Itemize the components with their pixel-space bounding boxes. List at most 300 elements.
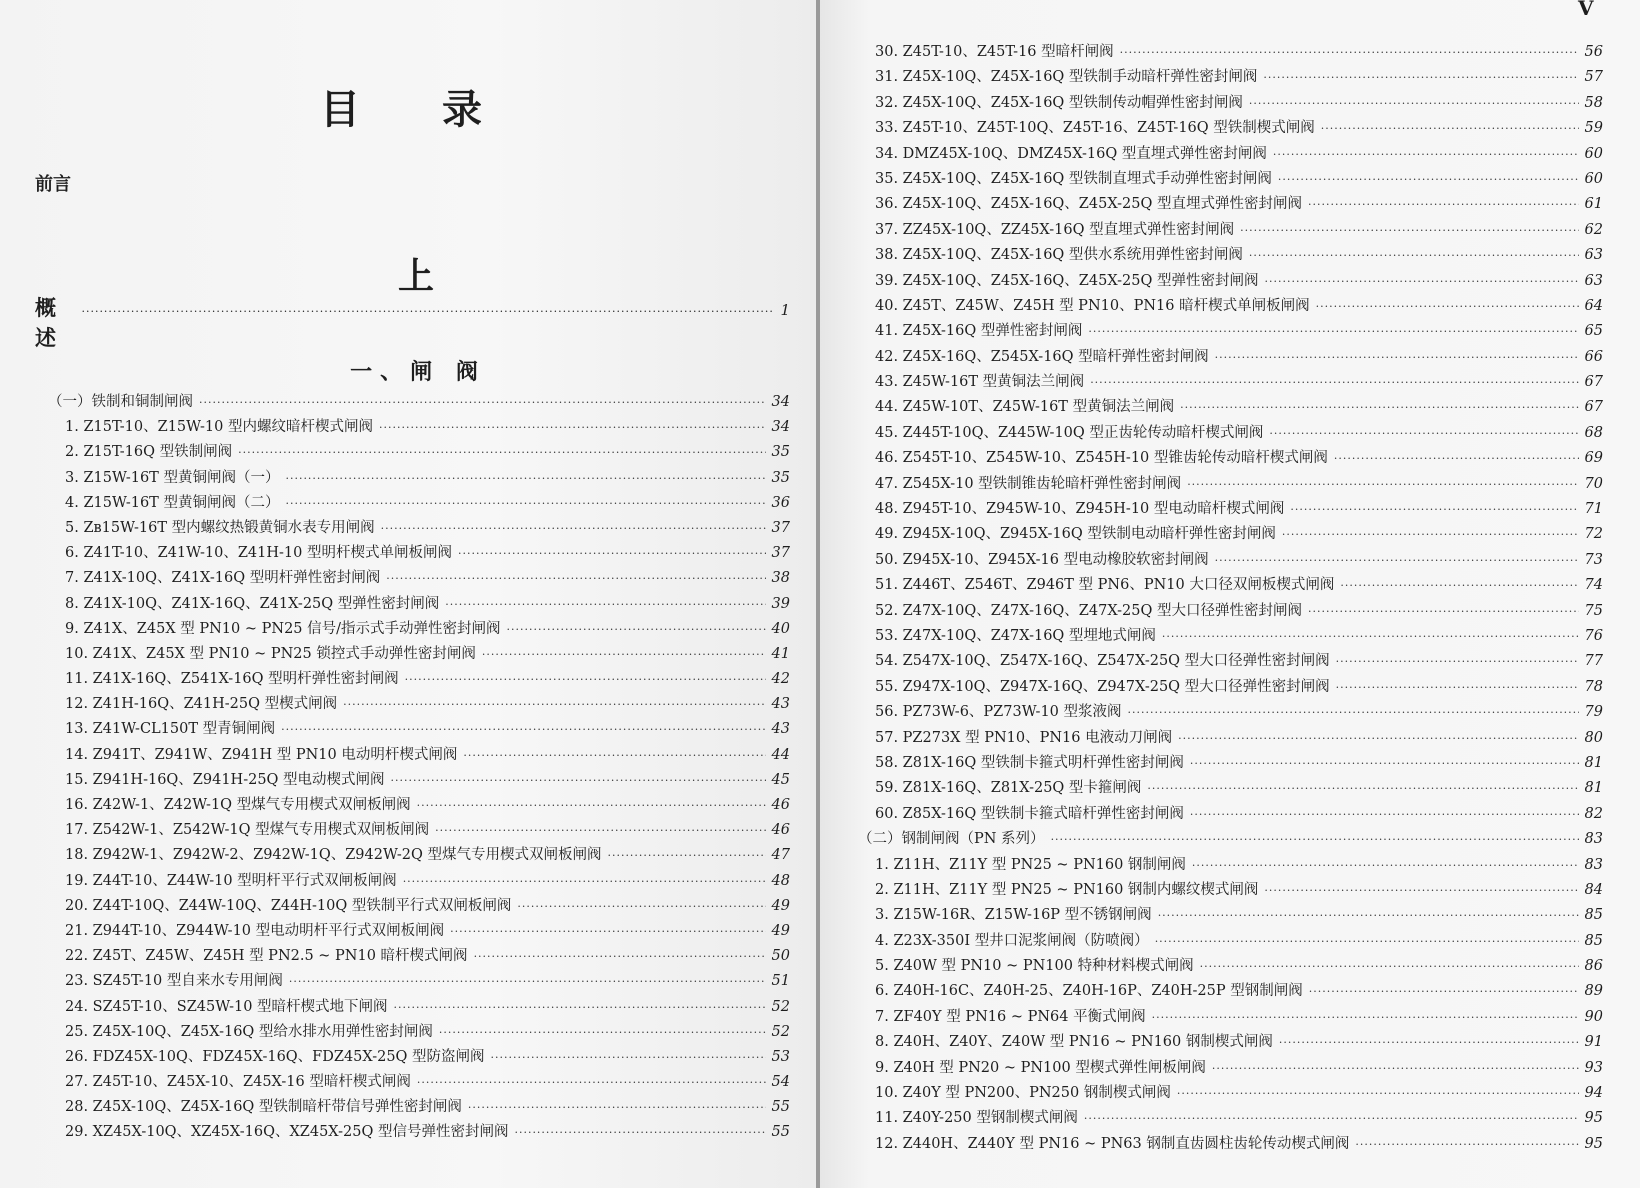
toc-list-left	[48, 390, 790, 1146]
toc-entry	[858, 751, 1603, 776]
entry-page-number: 52	[771, 1023, 790, 1040]
dot-leader	[1155, 935, 1579, 948]
entry-page-number: 51	[771, 973, 790, 990]
entry-title: 3. Z15W-16T 型黄铜闸阀（一）	[65, 469, 280, 486]
dot-leader	[1264, 884, 1578, 897]
toc-entry	[858, 472, 1603, 497]
toc-entry	[48, 717, 790, 742]
toc-entry	[48, 1070, 790, 1095]
entry-title: 40. Z45T、Z45W、Z45H 型 PN10、PN16 暗杆楔式单闸板闸阀	[875, 297, 1310, 314]
entry-title: （一）铁制和铜制闸阀	[48, 394, 193, 410]
toc-entry	[858, 40, 1603, 65]
volume-heading: 上	[398, 256, 435, 297]
entry-title: 8. Z40H、Z40Y、Z40W 型 PN16 ~ PN160 钢制楔式闸阀	[875, 1034, 1273, 1051]
dot-leader	[1282, 528, 1579, 541]
entry-title: 54. Z547X-10Q、Z547X-16Q、Z547X-25Q 型大口径弹性密封闸阀	[875, 653, 1330, 670]
entry-title: 30. Z45T-10、Z45T-16 型暗杆闸阀	[875, 44, 1114, 60]
dot-leader	[81, 305, 774, 318]
toc-entry	[858, 192, 1603, 217]
entry-title: （二）钢制闸阀（PN 系列）	[858, 831, 1045, 848]
dot-leader	[1321, 122, 1579, 135]
toc-entry	[48, 466, 790, 491]
toc-entry	[858, 649, 1603, 674]
entry-page-number: 34	[771, 394, 790, 410]
entry-title: 10. Z41X、Z45X 型 PN10 ~ PN25 锁控式手动弹性密封闸阀	[65, 645, 476, 662]
entry-title: 10. Z40Y 型 PN200、PN250 钢制楔式闸阀	[875, 1085, 1171, 1102]
entry-title: 25. Z45X-10Q、Z45X-16Q 型给水排水用弹性密封闸阀	[65, 1023, 433, 1040]
dot-leader	[1336, 655, 1579, 668]
toc-entry	[858, 421, 1603, 446]
toc-section-entry	[48, 390, 790, 415]
entry-page-number: 43	[771, 696, 790, 713]
toc-entry	[858, 726, 1603, 751]
entry-page-number: 49	[771, 922, 790, 939]
dot-leader	[1178, 732, 1578, 745]
toc-entry	[858, 497, 1603, 522]
entry-page-number: 91	[1584, 1034, 1603, 1051]
toc-entry	[858, 91, 1603, 116]
entry-page-number: 44	[771, 746, 790, 763]
entry-page-number: 35	[771, 444, 790, 461]
dot-leader	[417, 799, 766, 812]
dot-leader	[1355, 1138, 1578, 1151]
toc-entry	[48, 793, 790, 818]
entry-page-number: 37	[771, 519, 790, 536]
toc-entry	[858, 243, 1603, 268]
entry-page-number: 84	[1584, 881, 1603, 898]
toc-entry	[48, 1045, 790, 1070]
dot-leader	[517, 900, 765, 913]
dot-leader	[1090, 376, 1578, 389]
toc-entry	[858, 954, 1603, 979]
toc-entry	[48, 969, 790, 994]
entry-page-number: 77	[1584, 653, 1603, 670]
dot-leader	[445, 598, 765, 611]
entry-title: 49. Z945X-10Q、Z945X-16Q 型铁制电动暗杆弹性密封闸阀	[875, 526, 1276, 543]
entry-page-number: 80	[1584, 729, 1603, 746]
entry-page-number: 55	[771, 1124, 790, 1141]
entry-title: 53. Z47X-10Q、Z47X-16Q 型埋地式闸阀	[875, 627, 1156, 644]
toc-entry	[858, 1030, 1603, 1055]
entry-title: 15. Z941H-16Q、Z941H-25Q 型电动楔式闸阀	[65, 771, 385, 788]
toc-entry	[48, 818, 790, 843]
dot-leader	[458, 547, 766, 560]
dot-leader	[386, 572, 765, 585]
entry-page-number: 60	[1584, 145, 1603, 162]
entry-page-number: 39	[771, 595, 790, 612]
entry-page-number: 55	[771, 1099, 790, 1116]
entry-page-number: 65	[1584, 323, 1603, 340]
toc-entry	[858, 1005, 1603, 1030]
toc-entry	[858, 395, 1603, 420]
dot-leader	[1212, 1062, 1579, 1075]
toc-entry	[858, 776, 1603, 801]
dot-leader	[1215, 554, 1579, 567]
toc-entry	[48, 1095, 790, 1120]
toc-entry	[48, 843, 790, 868]
dot-leader	[1180, 401, 1578, 414]
entry-title: 12. Z41H-16Q、Z41H-25Q 型楔式闸阀	[65, 696, 338, 713]
entry-title: 44. Z45W-10T、Z45W-16T 型黄铜法兰闸阀	[875, 399, 1175, 416]
entry-page-number: 57	[1584, 69, 1603, 86]
entry-page-number: 78	[1584, 678, 1603, 695]
entry-page-number: 62	[1584, 221, 1603, 238]
entry-page-number: 38	[771, 570, 790, 587]
entry-page-number: 95	[1584, 1110, 1603, 1127]
dot-leader	[491, 1051, 766, 1064]
entry-title: 16. Z42W-1、Z42W-1Q 型煤气专用楔式双闸板闸阀	[65, 797, 411, 813]
toc-entry	[48, 1120, 790, 1145]
entry-page-number: 89	[1584, 983, 1603, 1000]
entry-title: 26. FDZ45X-10Q、FDZ45X-16Q、FDZ45X-25Q 型防盗闸阀	[65, 1048, 485, 1065]
entry-page-number: 63	[1584, 272, 1603, 289]
toc-preface-entry: 前言	[35, 174, 71, 195]
dot-leader	[1120, 46, 1579, 59]
entry-title: 4. Z15W-16T 型黄铜闸阀（二）	[65, 494, 280, 511]
dot-leader	[607, 849, 765, 862]
entry-title: 55. Z947X-10Q、Z947X-16Q、Z947X-25Q 型大口径弹性密封闸阀	[875, 678, 1330, 695]
dot-leader	[343, 698, 765, 711]
entry-page-number: 37	[771, 545, 790, 562]
toc-entry	[48, 667, 790, 692]
entry-page-number: 53	[771, 1048, 790, 1065]
dot-leader	[1190, 757, 1579, 770]
entry-page-number: 82	[1584, 805, 1603, 822]
entry-title: 11. Z41X-16Q、Z541X-16Q 型明杆弹性密封闸阀	[65, 671, 399, 688]
toc-entry	[858, 294, 1603, 319]
toc-overview-entry	[35, 292, 790, 352]
toc-entry	[48, 919, 790, 944]
dot-leader	[450, 925, 765, 938]
entry-page-number: 83	[1584, 856, 1603, 873]
toc-entry	[48, 566, 790, 591]
dot-leader	[281, 723, 765, 736]
entry-page-number: 73	[1584, 551, 1603, 568]
dot-leader	[379, 421, 766, 434]
entry-page-number: 58	[1584, 94, 1603, 111]
dot-leader	[1263, 71, 1578, 84]
dot-leader	[1249, 249, 1579, 262]
toc-entry	[48, 440, 790, 465]
entry-title: 1. Z11H、Z11Y 型 PN25 ~ PN160 钢制闸阀	[875, 856, 1186, 873]
entry-title: 13. Z41W-CL150T 型青铜闸阀	[65, 721, 276, 738]
entry-page-number: 49	[771, 897, 790, 914]
toc-entry	[858, 979, 1603, 1004]
entry-title: 5. Z40W 型 PN10 ~ PN100 特种材料楔式闸阀	[875, 958, 1194, 975]
toc-entry	[48, 516, 790, 541]
entry-title: 31. Z45X-10Q、Z45X-16Q 型铁制手动暗杆弹性密封闸阀	[875, 69, 1258, 86]
toc-entry	[48, 944, 790, 969]
entry-page-number: 67	[1584, 374, 1603, 391]
dot-leader	[1290, 503, 1578, 516]
entry-page-number: 50	[771, 948, 790, 965]
dot-leader	[1340, 579, 1578, 592]
entry-page-number: 76	[1584, 627, 1603, 644]
dot-leader	[1177, 1087, 1579, 1100]
entry-title: 29. XZ45X-10Q、XZ45X-16Q、XZ45X-25Q 型信号弹性密封闸阀	[65, 1124, 509, 1141]
toc-entry	[48, 415, 790, 440]
dot-leader	[1187, 478, 1578, 491]
entry-title: 45. Z445T-10Q、Z445W-10Q 型正齿轮传动暗杆楔式闸阀	[875, 424, 1264, 441]
dot-leader	[1316, 300, 1579, 313]
entry-title: 37. ZZ45X-10Q、ZZ45X-16Q 型直埋式弹性密封闸阀	[875, 221, 1235, 238]
entry-title: 58. Z81X-16Q 型铁制卡箍式明杆弹性密封闸阀	[875, 754, 1184, 771]
entry-title: 1. Z15T-10、Z15W-10 型内螺纹暗杆楔式闸阀	[65, 419, 373, 436]
dot-leader	[289, 975, 766, 988]
toc-entry	[858, 624, 1603, 649]
entry-title: 2. Z15T-16Q 型铁制闸阀	[65, 444, 233, 461]
toc-entry	[48, 1020, 790, 1045]
dot-leader	[1308, 605, 1579, 618]
toc-entry	[858, 269, 1603, 294]
entry-title: 60. Z85X-16Q 型铁制卡箍式暗杆弹性密封闸阀	[875, 805, 1184, 822]
entry-title: 41. Z45X-16Q 型弹性密封闸阀	[875, 323, 1083, 340]
entry-page-number: 83	[1584, 831, 1603, 848]
overview-page-number: 1	[780, 301, 790, 319]
dot-leader	[1162, 630, 1579, 643]
dot-leader	[381, 522, 766, 535]
entry-page-number: 63	[1584, 247, 1603, 264]
dot-leader	[1265, 275, 1579, 288]
toc-entry	[48, 692, 790, 717]
dot-leader	[1192, 859, 1579, 872]
entry-title: 17. Z542W-1、Z542W-1Q 型煤气专用楔式双闸板闸阀	[65, 822, 430, 839]
entry-page-number: 75	[1584, 602, 1603, 619]
entry-page-number: 79	[1584, 704, 1603, 721]
entry-title: 36. Z45X-10Q、Z45X-16Q、Z45X-25Q 型直埋式弹性密封闸阀	[875, 196, 1302, 213]
toc-entry	[858, 370, 1603, 395]
page-folio: V	[1578, 0, 1594, 20]
toc-entry	[858, 345, 1603, 370]
entry-title: 33. Z45T-10、Z45T-10Q、Z45T-16、Z45T-16Q 型铁制楔式闸阀	[875, 120, 1315, 137]
entry-page-number: 94	[1584, 1085, 1603, 1102]
entry-page-number: 52	[771, 998, 790, 1015]
toc-entry	[858, 573, 1603, 598]
entry-page-number: 45	[771, 771, 790, 788]
entry-page-number: 85	[1584, 907, 1603, 924]
entry-page-number: 81	[1584, 754, 1603, 771]
dot-leader	[474, 950, 766, 963]
dot-leader	[1084, 1112, 1579, 1125]
entry-page-number: 59	[1584, 120, 1603, 137]
entry-title: 7. Z41X-10Q、Z41X-16Q 型明杆弹性密封闸阀	[65, 570, 381, 587]
entry-title: 5. Zʙ15W-16T 型内螺纹热锻黄铜水表专用闸阀	[65, 519, 375, 536]
dot-leader	[199, 396, 766, 409]
entry-title: 6. Z41T-10、Z41W-10、Z41H-10 型明杆楔式单闸板闸阀	[65, 545, 452, 562]
entry-title: 48. Z945T-10、Z945W-10、Z945H-10 型电动暗杆楔式闸阀	[875, 501, 1285, 518]
entry-page-number: 72	[1584, 526, 1603, 543]
entry-page-number: 90	[1584, 1008, 1603, 1025]
entry-title: 39. Z45X-10Q、Z45X-16Q、Z45X-25Q 型弹性密封闸阀	[875, 272, 1259, 289]
entry-title: 19. Z44T-10、Z44W-10 型明杆平行式双闸板闸阀	[65, 872, 397, 889]
dot-leader	[1269, 427, 1578, 440]
toc-entry	[858, 522, 1603, 547]
dot-leader	[1051, 833, 1579, 846]
entry-page-number: 93	[1584, 1059, 1603, 1076]
toc-entry	[858, 167, 1603, 192]
entry-page-number: 67	[1584, 399, 1603, 416]
dot-leader	[391, 774, 766, 787]
entry-title: 47. Z545X-10 型铁制锥齿轮暗杆弹性密封闸阀	[875, 475, 1182, 492]
dot-leader	[1279, 1036, 1579, 1049]
dot-leader	[482, 648, 766, 661]
dot-leader	[1088, 325, 1578, 338]
toc-entry	[48, 869, 790, 894]
entry-title: 38. Z45X-10Q、Z45X-16Q 型供水系统用弹性密封闸阀	[875, 247, 1243, 264]
dot-leader	[468, 1101, 766, 1114]
entry-page-number: 36	[771, 494, 790, 511]
toc-section-entry	[858, 827, 1603, 852]
entry-title: 6. Z40H-16C、Z40H-25、Z40H-16P、Z40H-25P 型钢制闸阀	[875, 983, 1303, 1000]
entry-title: 46. Z545T-10、Z545W-10、Z545H-10 型锥齿轮传动暗杆楔式闸阀	[875, 450, 1328, 467]
toc-entry	[48, 541, 790, 566]
dot-leader	[507, 623, 766, 636]
toc-entry	[48, 768, 790, 793]
entry-title: 52. Z47X-10Q、Z47X-16Q、Z47X-25Q 型大口径弹性密封闸阀	[875, 602, 1302, 619]
entry-page-number: 48	[771, 872, 790, 889]
entry-title: 22. Z45T、Z45W、Z45H 型 PN2.5 ~ PN10 暗杆楔式闸阀	[65, 948, 468, 965]
toc-entry	[48, 743, 790, 768]
toc-entry	[858, 65, 1603, 90]
entry-title: 18. Z942W-1、Z942W-2、Z942W-1Q、Z942W-2Q 型煤气专用楔式双闸板闸阀	[65, 847, 602, 864]
entry-page-number: 35	[771, 469, 790, 486]
entry-page-number: 64	[1584, 297, 1603, 314]
entry-page-number: 42	[771, 671, 790, 688]
entry-title: 2. Z11H、Z11Y 型 PN25 ~ PN160 钢制内螺纹楔式闸阀	[875, 881, 1259, 898]
toc-entry	[858, 802, 1603, 827]
toc-entry	[858, 700, 1603, 725]
dot-leader	[285, 497, 765, 510]
toc-entry	[858, 878, 1603, 903]
toc-entry	[858, 1081, 1603, 1106]
entry-title: 9. Z40H 型 PN20 ~ PN100 型楔式弹性闸板闸阀	[875, 1059, 1206, 1076]
entry-page-number: 85	[1584, 932, 1603, 949]
toc-entry	[858, 929, 1603, 954]
entry-title: 51. Z446T、Z546T、Z946T 型 PN6、PN10 大口径双闸板楔式闸阀	[875, 577, 1335, 594]
dot-leader	[1249, 97, 1579, 110]
toc-entry	[858, 319, 1603, 344]
toc-entry	[858, 1056, 1603, 1081]
chapter-heading: 一、闸 阀	[350, 360, 486, 385]
toc-entry	[858, 1106, 1603, 1131]
entry-title: 14. Z941T、Z941W、Z941H 型 PN10 电动明杆楔式闸阀	[65, 746, 458, 763]
dot-leader	[417, 1076, 766, 1089]
toc-entry	[858, 599, 1603, 624]
entry-title: 32. Z45X-10Q、Z45X-16Q 型铁制传动帽弹性密封闸阀	[875, 94, 1243, 111]
dot-leader	[1152, 1011, 1579, 1024]
toc-title: 目 录	[320, 87, 516, 133]
entry-page-number: 60	[1584, 170, 1603, 187]
toc-entry	[858, 446, 1603, 471]
dot-leader	[403, 875, 766, 888]
entry-page-number: 68	[1584, 424, 1603, 441]
entry-page-number: 46	[771, 797, 790, 813]
entry-title: 8. Z41X-10Q、Z41X-16Q、Z41X-25Q 型弹性密封闸阀	[65, 595, 440, 612]
entry-title: 20. Z44T-10Q、Z44W-10Q、Z44H-10Q 型铁制平行式双闸板闸阀	[65, 897, 512, 914]
entry-title: 21. Z944T-10、Z944W-10 型电动明杆平行式双闸板闸阀	[65, 922, 445, 939]
entry-page-number: 47	[771, 847, 790, 864]
entry-page-number: 70	[1584, 475, 1603, 492]
entry-title: 43. Z45W-16T 型黄铜法兰闸阀	[875, 374, 1085, 391]
entry-page-number: 41	[771, 645, 790, 662]
entry-page-number: 74	[1584, 577, 1603, 594]
dot-leader	[1240, 224, 1578, 237]
entry-title: 27. Z45T-10、Z45X-10、Z45X-16 型暗杆楔式闸阀	[65, 1074, 411, 1091]
entry-title: 50. Z945X-10、Z945X-16 型电动橡胶软密封闸阀	[875, 551, 1209, 568]
entry-page-number: 34	[771, 419, 790, 436]
entry-title: 56. PZ73W-6、PZ73W-10 型浆液阀	[875, 704, 1122, 721]
entry-page-number: 56	[1584, 44, 1603, 60]
toc-entry	[858, 1132, 1603, 1157]
entry-page-number: 95	[1584, 1135, 1603, 1152]
entry-title: 24. SZ45T-10、SZ45W-10 型暗杆楔式地下闸阀	[65, 998, 388, 1015]
dot-leader	[405, 673, 766, 686]
entry-page-number: 43	[771, 721, 790, 738]
dot-leader	[1215, 351, 1579, 364]
dot-leader	[285, 472, 765, 485]
toc-entry	[858, 548, 1603, 573]
entry-page-number: 40	[771, 620, 790, 637]
dot-leader	[1278, 173, 1579, 186]
toc-entry	[48, 617, 790, 642]
dot-leader	[1336, 681, 1579, 694]
entry-page-number: 46	[771, 822, 790, 839]
toc-entry	[858, 142, 1603, 167]
dot-leader	[1200, 960, 1579, 973]
toc-entry	[858, 675, 1603, 700]
entry-title: 3. Z15W-16R、Z15W-16P 型不锈钢闸阀	[875, 907, 1152, 924]
dot-leader	[1158, 909, 1579, 922]
toc-list-right	[858, 40, 1603, 1157]
toc-entry	[858, 903, 1603, 928]
entry-title: 23. SZ45T-10 型自来水专用闸阀	[65, 973, 283, 990]
entry-title: 35. Z45X-10Q、Z45X-16Q 型铁制直埋式手动弹性密封闸阀	[875, 170, 1272, 187]
right-page	[820, 0, 1640, 1188]
dot-leader	[1147, 782, 1578, 795]
toc-entry	[48, 995, 790, 1020]
entry-title: 4. Z23X-350I 型井口泥浆闸阀（防喷阀）	[875, 932, 1149, 949]
dot-leader	[238, 446, 765, 459]
dot-leader	[435, 824, 765, 837]
entry-title: 11. Z40Y-250 型钢制楔式闸阀	[875, 1110, 1078, 1127]
toc-entry	[858, 218, 1603, 243]
toc-entry	[48, 592, 790, 617]
entry-title: 59. Z81X-16Q、Z81X-25Q 型卡箍闸阀	[875, 780, 1142, 797]
dot-leader	[1309, 985, 1579, 998]
dot-leader	[394, 1001, 766, 1014]
toc-entry	[858, 116, 1603, 141]
dot-leader	[1334, 452, 1579, 465]
toc-entry	[48, 894, 790, 919]
overview-label: 概述	[35, 296, 56, 350]
entry-title: 34. DMZ45X-10Q、DMZ45X-16Q 型直埋式弹性密封闸阀	[875, 145, 1267, 162]
entry-title: 28. Z45X-10Q、Z45X-16Q 型铁制暗杆带信号弹性密封闸阀	[65, 1099, 462, 1116]
left-page	[0, 0, 818, 1188]
toc-entry	[48, 491, 790, 516]
entry-page-number: 71	[1584, 501, 1603, 518]
dot-leader	[439, 1026, 766, 1039]
entry-page-number: 54	[771, 1074, 790, 1091]
dot-leader	[1308, 198, 1579, 211]
dot-leader	[1128, 706, 1579, 719]
toc-entry	[48, 642, 790, 667]
dot-leader	[1273, 148, 1579, 161]
entry-page-number: 81	[1584, 780, 1603, 797]
entry-title: 7. ZF40Y 型 PN16 ~ PN64 平衡式闸阀	[875, 1008, 1146, 1025]
dot-leader	[514, 1126, 765, 1139]
entry-page-number: 66	[1584, 348, 1603, 365]
entry-title: 12. Z440H、Z440Y 型 PN16 ~ PN63 钢制直齿圆柱齿轮传动楔式闸阀	[875, 1135, 1350, 1152]
